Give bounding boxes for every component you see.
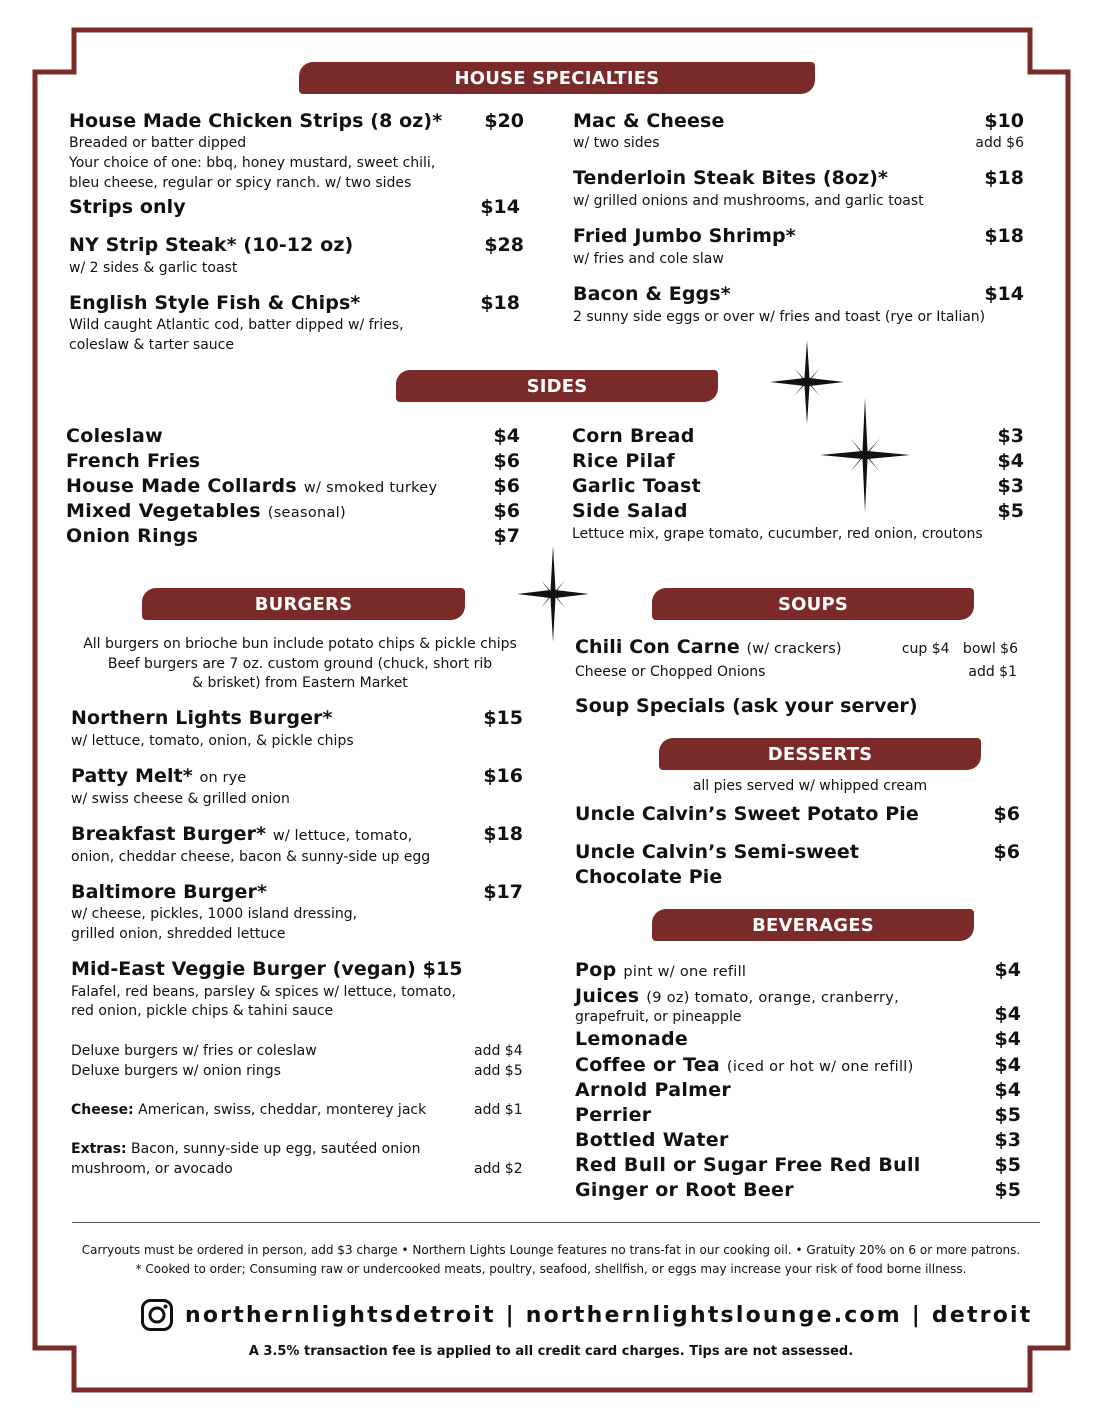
section-title: SOUPS: [777, 593, 849, 615]
item-price: $18: [480, 292, 520, 314]
burger-note: on rye: [199, 770, 247, 786]
section-banner-desserts: [659, 738, 981, 770]
burgers-intro-line: & brisket) from Eastern Market: [192, 675, 408, 691]
addon-label-bold: Extras:: [71, 1141, 127, 1157]
item-desc: coleslaw & tarter sauce: [69, 337, 234, 353]
side-name: Onion Rings: [66, 525, 199, 547]
addon-price: add $4: [474, 1043, 523, 1059]
side-name: Garlic Toast: [572, 475, 701, 497]
burger-desc: red onion, pickle chips & tahini sauce: [71, 1003, 334, 1019]
dessert-note: all pies served w/ whipped cream: [692, 778, 928, 794]
beverage-item: [575, 959, 746, 981]
side-name: Mixed Vegetables: [66, 500, 261, 522]
item-name: Bacon & Eggs*: [573, 283, 731, 305]
veggie-burger-name: Mid-East Veggie Burger (vegan) $15: [71, 958, 463, 980]
instagram-icon: [140, 1298, 174, 1332]
side-salad-desc: Lettuce mix, grape tomato, cucumber, red onion, croutons: [572, 526, 983, 542]
section-banner-house-specialties: [299, 62, 815, 94]
soup-price: cup $4 bowl $6: [901, 641, 1018, 657]
burger-desc: grilled onion, shredded lettuce: [71, 926, 286, 942]
section-banner-burgers: [142, 588, 465, 620]
section-banner-beverages: [652, 909, 974, 941]
side-price: $6: [493, 450, 520, 472]
credit-card-fee-notice: A 3.5% transaction fee is applied to all credit card charges. Tips are not assessed.: [248, 1344, 854, 1359]
item-name: Mac & Cheese: [573, 110, 725, 132]
item-desc: w/ grilled onions and mushrooms, and garlic toast: [573, 193, 924, 209]
beverage-price: $4: [994, 1079, 1021, 1101]
beverage-note: (9 oz) tomato, orange, cranberry,: [646, 990, 900, 1006]
item-desc: 2 sunny side eggs or over w/ fries and toast (rye or Italian): [573, 309, 986, 325]
beverage-price: $5: [994, 1154, 1021, 1176]
burger-name: [71, 707, 333, 729]
item-desc: Breaded or batter dipped: [69, 135, 247, 151]
soup-item: [575, 636, 842, 658]
side-price: $3: [997, 425, 1024, 447]
burger-name: [71, 765, 246, 787]
burger-desc: w/ cheese, pickles, 1000 island dressing,: [71, 906, 358, 922]
burger-price: $17: [483, 881, 523, 903]
burger-desc: Falafel, red beans, parsley & spices w/ lettuce, tomato,: [71, 984, 456, 1000]
side-price: $4: [997, 450, 1024, 472]
item-price: $10: [984, 110, 1024, 132]
addon-cheese: [71, 1100, 426, 1120]
burger-name: [71, 881, 267, 903]
burger-title: Breakfast Burger*: [71, 823, 267, 845]
item-price: $20: [484, 110, 524, 132]
burger-note: w/ lettuce, tomato,: [272, 828, 413, 844]
burger-price: $16: [483, 765, 523, 787]
addon-label: Deluxe burgers w/ fries or coleslaw: [71, 1043, 317, 1059]
addon-price: add $2: [474, 1161, 523, 1177]
burger-price: $18: [483, 823, 523, 845]
item-name: Strips only: [69, 196, 186, 218]
side-price: $5: [997, 500, 1024, 522]
dessert-price: $6: [993, 803, 1020, 825]
item-desc: w/ fries and cole slaw: [573, 251, 724, 267]
footer-divider: [72, 1222, 1040, 1223]
beverage-price: $4: [994, 959, 1021, 981]
footer-warning: * Cooked to order; Consuming raw or undercooked meats, poultry, seafood, shellfish, or eggs may increase your risk of food borne illness.: [135, 1262, 967, 1276]
side-price: $3: [997, 475, 1024, 497]
addon-price: add $5: [474, 1063, 523, 1079]
beverage-item: [575, 985, 899, 1007]
beverage-name: Juices: [575, 985, 640, 1007]
section-title: SIDES: [526, 375, 588, 397]
beverage-price: $4: [994, 1054, 1021, 1076]
footer-notice: Carryouts must be ordered in person, add $3 charge • Northern Lights Lounge features no trans-fat in our cooking oil. • Gratuity 20% on 6 or more patrons.: [81, 1243, 1021, 1257]
item-desc: w/ two sides: [573, 135, 660, 151]
item-desc: bleu cheese, regular or spicy ranch. w/ two sides: [69, 175, 412, 191]
side-item: [66, 450, 200, 472]
section-banner-soups: [652, 588, 974, 620]
item-price: $14: [480, 196, 520, 218]
dessert-name: Uncle Calvin’s Sweet Potato Pie: [575, 803, 919, 825]
side-note: (seasonal): [267, 505, 346, 521]
beverage-name: Pop: [575, 959, 617, 981]
item-price: $18: [984, 167, 1024, 189]
beverage-note: pint w/ one refill: [623, 964, 747, 980]
beverage-price: $4: [994, 1003, 1021, 1025]
section-banner-sides: [396, 370, 718, 402]
side-price: $6: [493, 475, 520, 497]
section-title: DESSERTS: [767, 743, 873, 765]
item-price: $18: [984, 225, 1024, 247]
dessert-name: Uncle Calvin’s Semi-sweet: [575, 841, 860, 863]
section-title: BURGERS: [254, 593, 353, 615]
addon-price: add $1: [474, 1102, 523, 1118]
side-note: w/ smoked turkey: [303, 480, 438, 496]
section-title: BEVERAGES: [752, 914, 874, 936]
item-name: English Style Fish & Chips*: [69, 292, 361, 314]
beverage-name: Bottled Water: [575, 1129, 729, 1151]
side-price: $7: [493, 525, 520, 547]
side-price: $6: [493, 500, 520, 522]
addon-label-bold: Cheese:: [71, 1102, 134, 1118]
item-price: $14: [984, 283, 1024, 305]
soup-note: (w/ crackers): [746, 641, 842, 657]
side-name: Corn Bread: [572, 425, 695, 447]
dessert-price: $6: [993, 841, 1020, 863]
sparkle-star-icon: [517, 546, 589, 642]
addon-label: Deluxe burgers w/ onion rings: [71, 1063, 281, 1079]
side-item: [66, 500, 346, 522]
soup-addon-label: Cheese or Chopped Onions: [575, 664, 766, 680]
item-name: Tenderloin Steak Bites (8oz)*: [573, 167, 889, 189]
burger-desc: onion, cheddar cheese, bacon & sunny-side up egg: [71, 849, 431, 865]
item-name: House Made Chicken Strips (8 oz)*: [69, 110, 443, 132]
beverage-name: Ginger or Root Beer: [575, 1179, 794, 1201]
beverage-price: $4: [994, 1028, 1021, 1050]
beverage-item: [575, 1054, 914, 1076]
beverage-note: (iced or hot w/ one refill): [726, 1059, 914, 1075]
footer-social: [140, 1298, 1033, 1332]
beverage-note: grapefruit, or pineapple: [575, 1009, 742, 1025]
item-desc: Wild caught Atlantic cod, batter dipped w/ fries,: [69, 317, 404, 333]
item-price: $28: [484, 234, 524, 256]
burger-title: Northern Lights Burger*: [71, 707, 333, 729]
burgers-intro-line: Beef burgers are 7 oz. custom ground (chuck, short rib: [107, 656, 493, 672]
side-item: [66, 525, 198, 547]
soup-addon-price: add $1: [968, 664, 1017, 680]
beverage-price: $5: [994, 1104, 1021, 1126]
social-links[interactable]: northernlightsdetroit | northernlightslounge.com | detroit: [185, 1302, 1033, 1328]
side-name: French Fries: [66, 450, 201, 472]
burger-desc: w/ lettuce, tomato, onion, & pickle chips: [71, 733, 354, 749]
beverage-name: Lemonade: [575, 1028, 689, 1050]
burger-title: Baltimore Burger*: [71, 881, 268, 903]
addon-label: mushroom, or avocado: [71, 1161, 233, 1177]
side-name: Rice Pilaf: [572, 450, 675, 472]
item-name: Fried Jumbo Shrimp*: [573, 225, 796, 247]
addon-label: American, swiss, cheddar, monterey jack: [133, 1102, 427, 1118]
beverage-price: $5: [994, 1179, 1021, 1201]
item-desc: w/ 2 sides & garlic toast: [69, 260, 238, 276]
item-desc: Your choice of one: bbq, honey mustard, sweet chili,: [69, 155, 436, 171]
addon-label: Bacon, sunny-side up egg, sautéed onion: [126, 1141, 421, 1157]
side-name: Side Salad: [572, 500, 688, 522]
soup-specials: Soup Specials (ask your server): [575, 695, 918, 717]
burger-price: $15: [483, 707, 523, 729]
side-item: [66, 475, 437, 497]
side-name: Coleslaw: [66, 425, 163, 447]
beverage-price: $3: [994, 1129, 1021, 1151]
item-name: NY Strip Steak* (10-12 oz): [69, 234, 354, 256]
soup-name: Chili Con Carne: [575, 636, 740, 658]
section-title: HOUSE SPECIALTIES: [454, 67, 660, 89]
burger-name: [71, 823, 413, 845]
beverage-name: Coffee or Tea: [575, 1054, 720, 1076]
side-price: $4: [493, 425, 520, 447]
side-name: House Made Collards: [66, 475, 297, 497]
burger-desc: w/ swiss cheese & grilled onion: [71, 791, 290, 807]
burger-title: Patty Melt*: [71, 765, 193, 787]
dessert-name-line2: Chocolate Pie: [575, 866, 723, 888]
beverage-name: Red Bull or Sugar Free Red Bull: [575, 1154, 921, 1176]
item-addon-price: add $6: [975, 135, 1024, 151]
side-item: [66, 425, 163, 447]
addon-extras: [71, 1139, 420, 1159]
beverage-name: Arnold Palmer: [575, 1079, 732, 1101]
sparkle-star-icon: [820, 398, 910, 512]
burgers-intro-line: All burgers on brioche bun include potato chips & pickle chips: [83, 636, 517, 652]
beverage-name: Perrier: [575, 1104, 652, 1126]
